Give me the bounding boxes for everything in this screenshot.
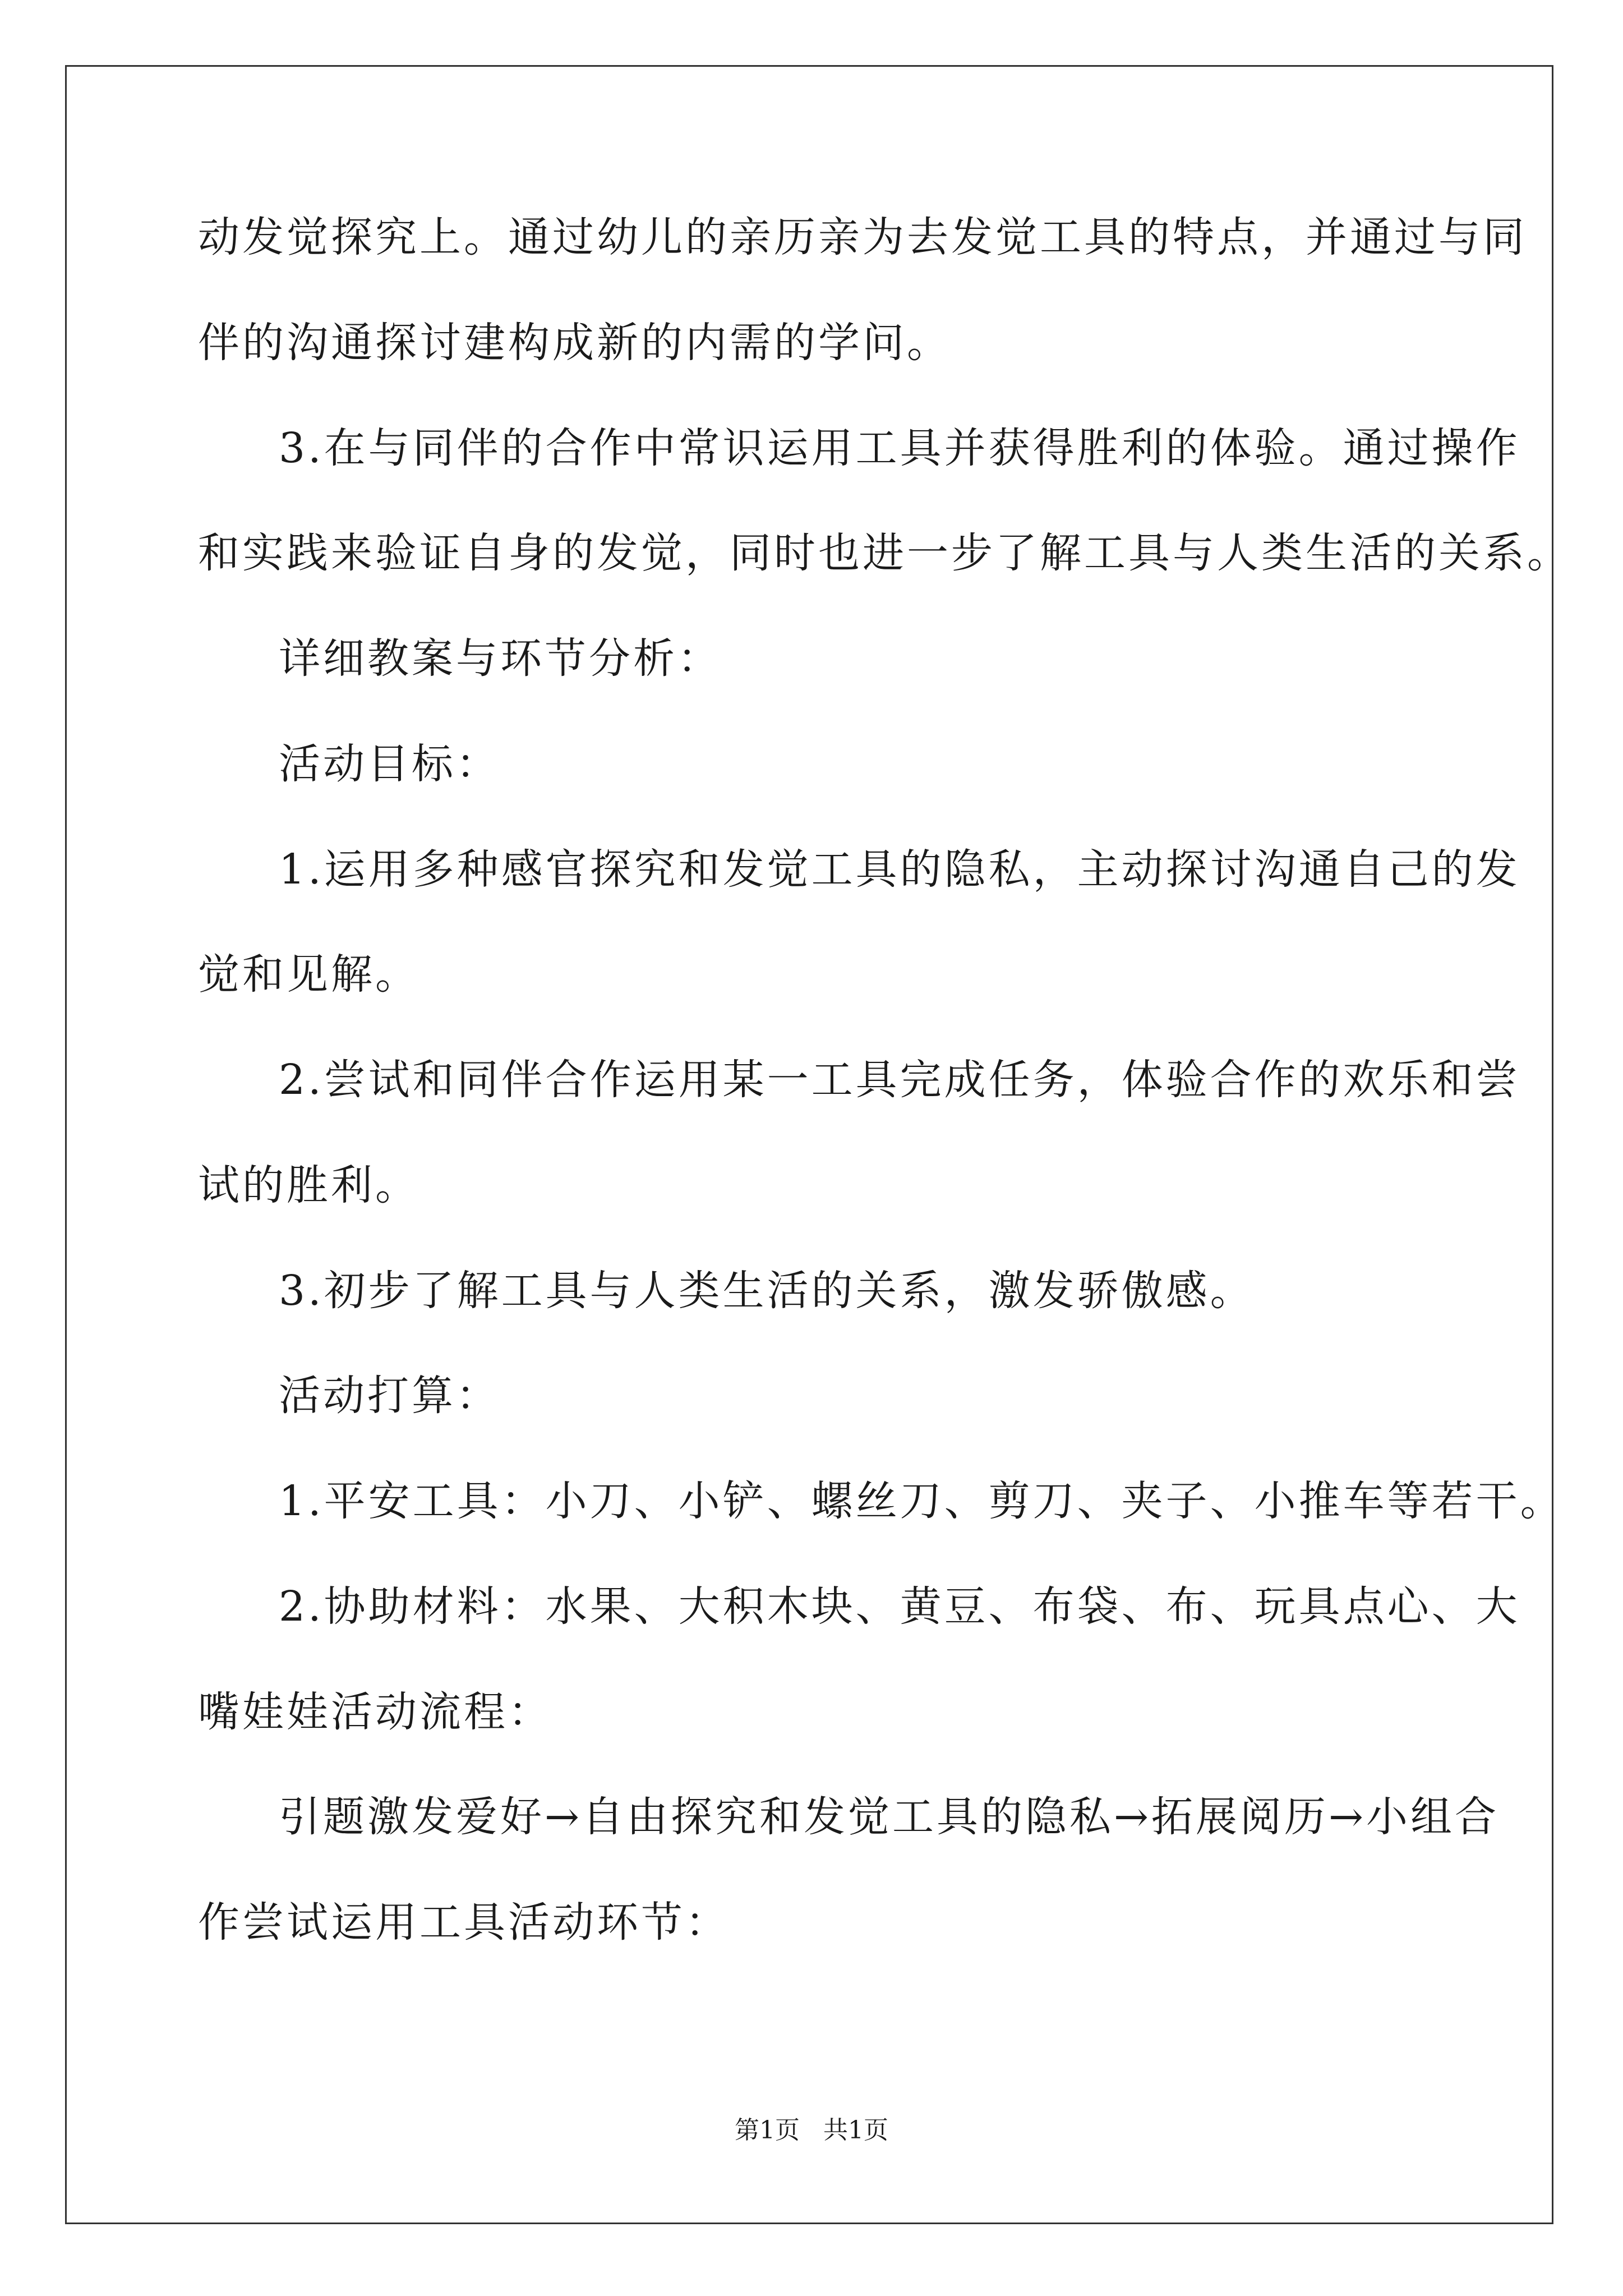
section-heading: 活动目标： (279, 740, 500, 788)
text-line: 2.尝试和同伴合作运用某一工具完成任务，体验合作的欢乐和尝 (279, 1056, 1520, 1104)
section-heading: 活动打算： (279, 1372, 500, 1420)
text-line: 2.协助材料：水果、大积木块、黄豆、布袋、布、玩具点心、大 (279, 1582, 1520, 1631)
text-line: 3.初步了解工具与人类生活的关系，激发骄傲感。 (279, 1267, 1255, 1315)
text-line: 1.平安工具：小刀、小铲、螺丝刀、剪刀、夹子、小推车等若干。 (279, 1477, 1565, 1525)
text-line: 伴的沟通探讨建构成新的内需的学问。 (198, 319, 951, 367)
section-heading: 详细教案与环节分析： (279, 634, 722, 683)
text-line: 3.在与同伴的合作中常识运用工具并获得胜利的体验。通过操作 (279, 424, 1520, 472)
text-line: 嘴娃娃活动流程： (198, 1688, 552, 1736)
text-line: 作尝试运用工具活动环节： (198, 1898, 730, 1947)
page-footer: 第1页 共1页 (735, 2116, 888, 2145)
text-line: 试的胜利。 (198, 1161, 419, 1209)
text-line: 和实践来验证自身的发觉，同时也进一步了解工具与人类生活的关系。 (198, 529, 1571, 577)
text-line: 觉和见解。 (198, 950, 419, 999)
text-line: 1.运用多种感官探究和发觉工具的隐私，主动探讨沟通自己的发 (279, 845, 1520, 894)
text-line: 动发觉探究上。通过幼儿的亲历亲为去发觉工具的特点，并通过与同 (198, 213, 1527, 261)
text-line: 引题激发爱好→自由探究和发觉工具的隐私→拓展阅历→小组合 (279, 1793, 1500, 1841)
